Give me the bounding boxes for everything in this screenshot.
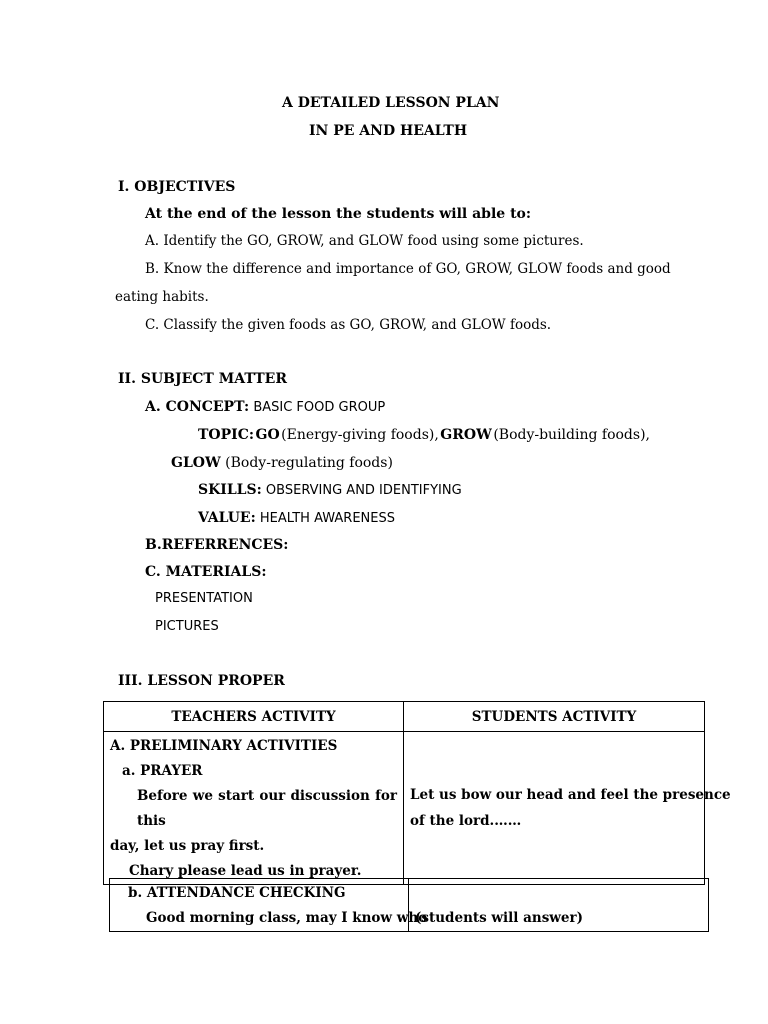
objective-a: A. Identify the GO, GROW, and GLOW food using some pictures. [145, 233, 584, 249]
prayer-line1: Before we start our discussion for this [137, 788, 397, 829]
topic-glow: GLOW [171, 455, 221, 471]
topic-go-desc: (Energy-giving foods), [281, 427, 439, 443]
topic-line [198, 426, 650, 444]
concept-value: BASIC FOOD GROUP [249, 400, 386, 415]
lesson-table-row-attendance [110, 879, 709, 932]
attendance-heading: b. ATTENDANCE CHECKING [128, 885, 346, 901]
lesson-table-header-row [104, 702, 705, 732]
objective-b-line2: eating habits. [115, 289, 209, 305]
topic-label: TOPIC: [198, 427, 254, 443]
student-prayer-line1: Let us bow our head and feel the presence [410, 787, 731, 803]
header-teacher-cell [104, 702, 404, 732]
objective-c: C. Classify the given foods as GO, GROW, and GLOW foods. [145, 317, 552, 333]
materials-item-pictures: PICTURES [155, 619, 219, 634]
value-value: HEALTH AWARENESS [255, 511, 395, 526]
doc-title-line1: A DETAILED LESSON PLAN [282, 95, 500, 111]
subject-matter-heading: II. SUBJECT MATTER [118, 371, 287, 387]
topic-glow-desc: (Body-regulating foods) [220, 455, 393, 471]
prayer-heading: a. PRAYER [122, 763, 203, 779]
topic-glow-line [171, 454, 393, 472]
teacher-prayer-cell [104, 732, 404, 885]
student-attendance-cell [409, 879, 709, 932]
header-student-cell [404, 702, 705, 732]
prayer-line2: day, let us pray first. [110, 838, 265, 854]
concept-line [145, 398, 385, 417]
header-teacher-label: TEACHERS ACTIVITY [171, 708, 336, 725]
student-prayer-line2: of the lord.…… [410, 813, 522, 829]
concept-label: A. CONCEPT: [145, 399, 250, 415]
objectives-heading: I. OBJECTIVES [118, 179, 236, 195]
objective-b-line1: B. Know the difference and importance of GO, GROW, GLOW foods and good [145, 261, 671, 277]
student-prayer-cell [404, 732, 731, 885]
skills-label: SKILLS: [198, 482, 262, 498]
materials-heading: C. MATERIALS: [145, 564, 267, 580]
prayer-line3: Chary please lead us in prayer. [129, 863, 362, 879]
attendance-line1: Good morning class, may I know who [146, 910, 428, 926]
skills-value: OBSERVING AND IDENTIFYING [261, 483, 462, 498]
skills-line [198, 481, 462, 500]
value-line [198, 509, 395, 528]
lesson-table-row-prayer [104, 732, 705, 885]
header-student-label: STUDENTS ACTIVITY [471, 708, 637, 725]
topic-grow: GROW [440, 427, 492, 443]
preliminary-heading: A. PRELIMINARY ACTIVITIES [110, 738, 338, 754]
teacher-attendance-cell [110, 879, 428, 932]
doc-title-line2: IN PE AND HEALTH [309, 123, 468, 139]
topic-go: GO [255, 427, 280, 443]
lesson-table [103, 701, 731, 885]
objectives-intro: At the end of the lesson the students will able to: [145, 206, 532, 222]
lesson-proper-heading: III. LESSON PROPER [118, 673, 285, 689]
materials-item-presentation: PRESENTATION [155, 591, 253, 606]
lesson-table-continued [109, 878, 709, 932]
references-heading: B.REFERRENCES: [145, 537, 289, 553]
student-attendance-text: (students will answer) [415, 910, 583, 926]
topic-grow-desc: (Body-building foods), [493, 427, 650, 443]
value-label: VALUE: [198, 510, 256, 526]
